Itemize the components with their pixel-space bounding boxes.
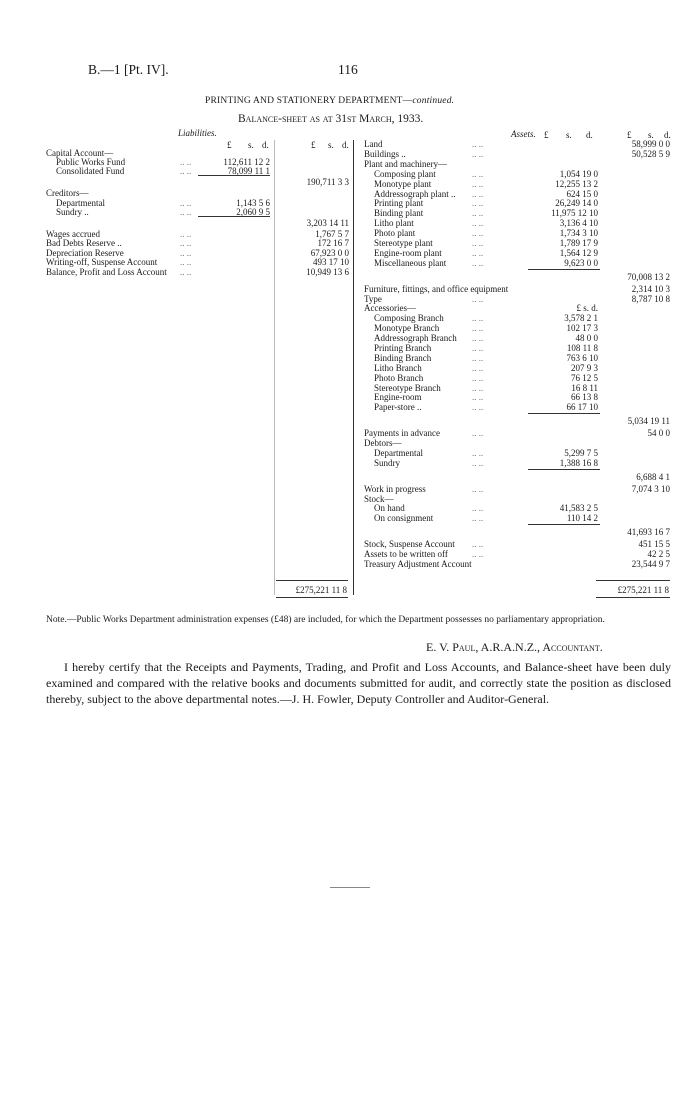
liab-row-amount: 172 16 7 xyxy=(317,238,349,248)
asset-row-label: Miscellaneous plant xyxy=(374,258,447,268)
liab-row-label: Sundry .. xyxy=(56,207,89,217)
asset-row-sub-amount: 66 13 8 xyxy=(571,392,598,402)
leader-dots: .. .. xyxy=(472,139,484,149)
asset-row-label: Engine-room xyxy=(374,392,422,402)
asset-row-label: Departmental xyxy=(374,448,423,458)
leader-dots: .. .. xyxy=(180,198,192,208)
subtotal-rule xyxy=(528,269,600,270)
asset-row-sub-amount: 1,734 3 10 xyxy=(559,228,598,238)
asset-row-label: Work in progress xyxy=(364,484,426,494)
asset-total-rule-bottom xyxy=(596,597,670,598)
leader-dots: .. .. xyxy=(472,402,484,412)
asset-row-sub-amount: 3,136 4 10 xyxy=(559,218,598,228)
leader-dots: .. .. xyxy=(472,549,484,559)
leader-dots: .. .. xyxy=(472,294,484,304)
asset-row-label: Addressograph Branch xyxy=(374,333,457,343)
liab-total-rule-bottom xyxy=(276,597,348,598)
subtotal-rule xyxy=(528,469,600,470)
asset-row-label: Paper-store .. xyxy=(374,402,422,412)
leader-dots: .. .. xyxy=(472,363,484,373)
liab-shilling-head: s. xyxy=(248,140,254,150)
page-number: 116 xyxy=(338,62,358,77)
asset-row-amount: 5,034 19 11 xyxy=(627,416,670,426)
liab-amount-divider xyxy=(274,140,275,595)
liab-row-label: Departmental xyxy=(56,198,105,208)
liab-row-amount: 67,923 0 0 xyxy=(310,248,349,258)
asset-shilling-head: s. xyxy=(566,130,572,140)
liab-row-label: Capital Account— xyxy=(46,148,114,158)
sheet-title: Balance-sheet as at 31st March, 1933. xyxy=(238,113,424,125)
asset-row-sub-amount: 110 14 2 xyxy=(566,513,598,523)
liab-row-label: Wages accrued xyxy=(46,229,100,239)
asset-shilling-head-2: s. xyxy=(648,130,654,140)
leader-dots: .. .. xyxy=(472,169,484,179)
subtotal-rule xyxy=(198,175,270,176)
asset-row-label: Printing plant xyxy=(374,198,424,208)
leader-dots: .. .. xyxy=(180,248,192,258)
liab-row-amount: 190,711 3 3 xyxy=(306,177,349,187)
asset-row-label: On consignment xyxy=(374,513,434,523)
liab-row-label: Writing-off, Suspense Account xyxy=(46,257,158,267)
leader-dots: .. .. xyxy=(472,179,484,189)
leader-dots: .. .. xyxy=(180,238,192,248)
leader-dots: .. .. xyxy=(472,218,484,228)
asset-row-label: Photo Branch xyxy=(374,373,424,383)
leader-dots: .. .. xyxy=(472,343,484,353)
asset-row-label: Stock, Suspense Account xyxy=(364,539,455,549)
leader-dots: .. .. xyxy=(472,383,484,393)
asset-row-amount: 2,314 10 3 xyxy=(631,284,670,294)
leader-dots: .. .. xyxy=(472,208,484,218)
asset-row-label: Sundry xyxy=(374,458,401,468)
asset-row-amount: 7,074 3 10 xyxy=(631,484,670,494)
leader-dots: .. .. xyxy=(472,503,484,513)
leader-dots: .. .. xyxy=(180,207,192,217)
liab-shilling-head-2: s. xyxy=(328,140,334,150)
asset-row-sub-amount: 624 15 0 xyxy=(566,189,598,199)
asset-row-label: Debtors— xyxy=(364,438,402,448)
asset-row-amount: 58,999 0 0 xyxy=(631,139,670,149)
leader-dots: .. .. xyxy=(472,353,484,363)
asset-row-label: Treasury Adjustment Account xyxy=(364,559,472,569)
leader-dots: .. .. xyxy=(472,448,484,458)
asset-total-rule-top xyxy=(596,580,670,581)
leader-dots: .. .. xyxy=(472,228,484,238)
asset-row-label: Assets to be written off xyxy=(364,549,448,559)
leader-dots: .. .. xyxy=(180,267,192,277)
department-title xyxy=(205,96,454,106)
asset-row-sub-amount: 16 8 11 xyxy=(571,383,598,393)
accountant-signature: E. V. Paul, A.R.A.N.Z., Accountant. xyxy=(426,640,603,654)
asset-row-sub-amount: 1,388 16 8 xyxy=(559,458,598,468)
asset-row-amount: 42 2 5 xyxy=(647,549,670,559)
asset-row-sub-amount: 11,975 12 10 xyxy=(551,208,598,218)
asset-row-amount: 54 0 0 xyxy=(647,428,670,438)
asset-row-sub-amount: 26,249 14 0 xyxy=(555,198,598,208)
leader-dots: .. .. xyxy=(472,484,484,494)
asset-row-label: Stereotype Branch xyxy=(374,383,441,393)
asset-row-sub-amount: 48 0 0 xyxy=(575,333,598,343)
asset-row-sub-amount: 102 17 3 xyxy=(566,323,598,333)
liab-total-rule-top xyxy=(276,580,348,581)
liab-row-label: Depreciation Reserve xyxy=(46,248,124,258)
liab-row-label: Bad Debts Reserve .. xyxy=(46,238,122,248)
asset-row-amount: 50,528 5 9 xyxy=(631,149,670,159)
leader-dots: .. .. xyxy=(472,428,484,438)
liab-row-amount: 3,203 14 11 xyxy=(306,218,349,228)
asset-row-sub-amount: 41,583 2 5 xyxy=(559,503,598,513)
asset-row-label: Land xyxy=(364,139,383,149)
liab-row-label: Consolidated Fund xyxy=(56,166,125,176)
asset-row-label: Monotype Branch xyxy=(374,323,440,333)
asset-row-label: Payments in advance xyxy=(364,428,440,438)
liab-row-amount: 1,767 5 7 xyxy=(315,229,349,239)
asset-row-amount: 8,787 10 8 xyxy=(631,294,670,304)
asset-row-sub-amount: 3,578 2 1 xyxy=(564,313,598,323)
leader-dots: .. .. xyxy=(472,458,484,468)
asset-pound-head-2: £ xyxy=(627,130,632,140)
liab-row-amount: 493 17 10 xyxy=(313,257,349,267)
subtotal-rule xyxy=(528,524,600,525)
asset-row-label: Printing Branch xyxy=(374,343,432,353)
asset-row-sub-amount: 1,054 19 0 xyxy=(559,169,598,179)
asset-row-label: Buildings .. xyxy=(364,149,406,159)
asset-row-label: Furniture, fittings, and office equipment xyxy=(364,284,509,294)
leader-dots: .. .. xyxy=(472,513,484,523)
asset-row-sub-amount: 76 12 5 xyxy=(571,373,598,383)
liab-row-sub-amount: 1,143 5 6 xyxy=(236,198,270,208)
subtotal-rule xyxy=(198,216,270,217)
subtotal-rule xyxy=(528,413,600,414)
leader-dots: .. .. xyxy=(472,238,484,248)
leader-dots: .. .. xyxy=(180,257,192,267)
asset-row-amount: 70,008 13 2 xyxy=(627,272,670,282)
liab-pence-head: d. xyxy=(262,140,269,150)
leader-dots: .. .. xyxy=(472,248,484,258)
liab-row-label: Balance, Profit and Loss Account xyxy=(46,267,167,277)
leader-dots: .. .. xyxy=(472,189,484,199)
liabilities-total: £275,221 11 8 xyxy=(295,585,347,595)
column-divider xyxy=(353,140,354,595)
asset-row-label: Litho Branch xyxy=(374,363,422,373)
assets-heading: Assets. xyxy=(511,129,536,139)
audit-certificate: I hereby certify that the Receipts and Payments, Trading, and Profit and Loss Accounts, and Balance-sheet have been duly examined and compared with the relative books and documents submitted for audit, and correctly state the position as disclosed thereby, subject to the above departmental notes.—J. H. Fowler, Deputy Controller and Auditor-General. xyxy=(46,660,671,706)
asset-row-label: Type xyxy=(364,294,382,304)
asset-row-amount: 23,544 9 7 xyxy=(631,559,670,569)
asset-row-sub-amount: 763 6 10 xyxy=(566,353,598,363)
department-title-text: PRINTING AND STATIONERY DEPARTMENT— xyxy=(205,96,413,106)
liabilities-heading: Liabilities. xyxy=(178,128,217,138)
asset-row-sub-amount: 1,789 17 9 xyxy=(559,238,598,248)
assets-total: £275,221 11 8 xyxy=(617,585,669,595)
asset-pence-head-2: d. xyxy=(664,130,671,140)
leader-dots: .. .. xyxy=(472,258,484,268)
liab-pence-head-2: d. xyxy=(342,140,349,150)
footnote: Note.—Public Works Department administration expenses (£48) are included, for which the Department possesses no parliamentary appropriation. xyxy=(46,615,605,625)
asset-pence-head: d. xyxy=(586,130,593,140)
asset-row-sub-amount: 9,623 0 0 xyxy=(564,258,598,268)
asset-row-sub-amount: 1,564 12 9 xyxy=(559,248,598,258)
asset-row-sub-amount: 207 9 3 xyxy=(571,363,598,373)
asset-row-sub-amount: 12,255 13 2 xyxy=(555,179,598,189)
asset-row-label: Binding plant xyxy=(374,208,424,218)
liab-row-amount: 10,949 13 6 xyxy=(306,267,349,277)
liab-pound-head: £ xyxy=(227,140,232,150)
asset-row-label: Composing plant xyxy=(374,169,436,179)
asset-row-label: Litho plant xyxy=(374,218,414,228)
leader-dots: .. .. xyxy=(472,323,484,333)
leader-dots: .. .. xyxy=(472,149,484,159)
liab-row-label: Creditors— xyxy=(46,188,89,198)
leader-dots: .. .. xyxy=(472,333,484,343)
report-reference: B.—1 [Pt. IV]. xyxy=(88,62,169,77)
leader-dots: .. .. xyxy=(472,313,484,323)
asset-row-label: On hand xyxy=(374,503,405,513)
liab-row-sub-amount: 2,060 9 5 xyxy=(236,207,270,217)
asset-row-label: Binding Branch xyxy=(374,353,432,363)
leader-dots: .. .. xyxy=(180,166,192,176)
asset-pound-head: £ xyxy=(544,130,549,140)
liab-row-sub-amount: 112,611 12 2 xyxy=(223,157,270,167)
asset-row-amount: 41,693 16 7 xyxy=(627,527,670,537)
asset-row-sub-amount: 66 17 10 xyxy=(566,402,598,412)
leader-dots: .. .. xyxy=(472,373,484,383)
liab-row-sub-amount: 78,099 11 1 xyxy=(227,166,270,176)
asset-row-label: Photo plant xyxy=(374,228,416,238)
asset-row-amount: 451 15 5 xyxy=(638,539,670,549)
leader-dots: .. .. xyxy=(180,157,192,167)
liab-row-label: Public Works Fund xyxy=(56,157,126,167)
department-title-suffix: continued. xyxy=(412,96,455,106)
asset-row-amount: 6,688 4 1 xyxy=(636,472,670,482)
asset-row-label: Stereotype plant xyxy=(374,238,433,248)
asset-row-label: Stock— xyxy=(364,494,394,504)
asset-row-label: Composing Branch xyxy=(374,313,444,323)
liab-pound-head-2: £ xyxy=(311,140,316,150)
leader-dots: .. .. xyxy=(472,198,484,208)
page-end-rule xyxy=(330,887,370,888)
asset-row-label: Accessories— xyxy=(364,303,416,313)
asset-row-label: Addressograph plant .. xyxy=(374,189,456,199)
leader-dots: .. .. xyxy=(472,392,484,402)
leader-dots: .. .. xyxy=(472,539,484,549)
asset-row-sub-amount: £ s. d. xyxy=(576,303,598,313)
asset-row-sub-amount: 5,299 7 5 xyxy=(564,448,598,458)
asset-row-label: Plant and machinery— xyxy=(364,159,447,169)
asset-row-label: Engine-room plant xyxy=(374,248,442,258)
leader-dots: .. .. xyxy=(180,229,192,239)
asset-row-sub-amount: 108 11 8 xyxy=(566,343,598,353)
asset-row-label: Monotype plant xyxy=(374,179,432,189)
